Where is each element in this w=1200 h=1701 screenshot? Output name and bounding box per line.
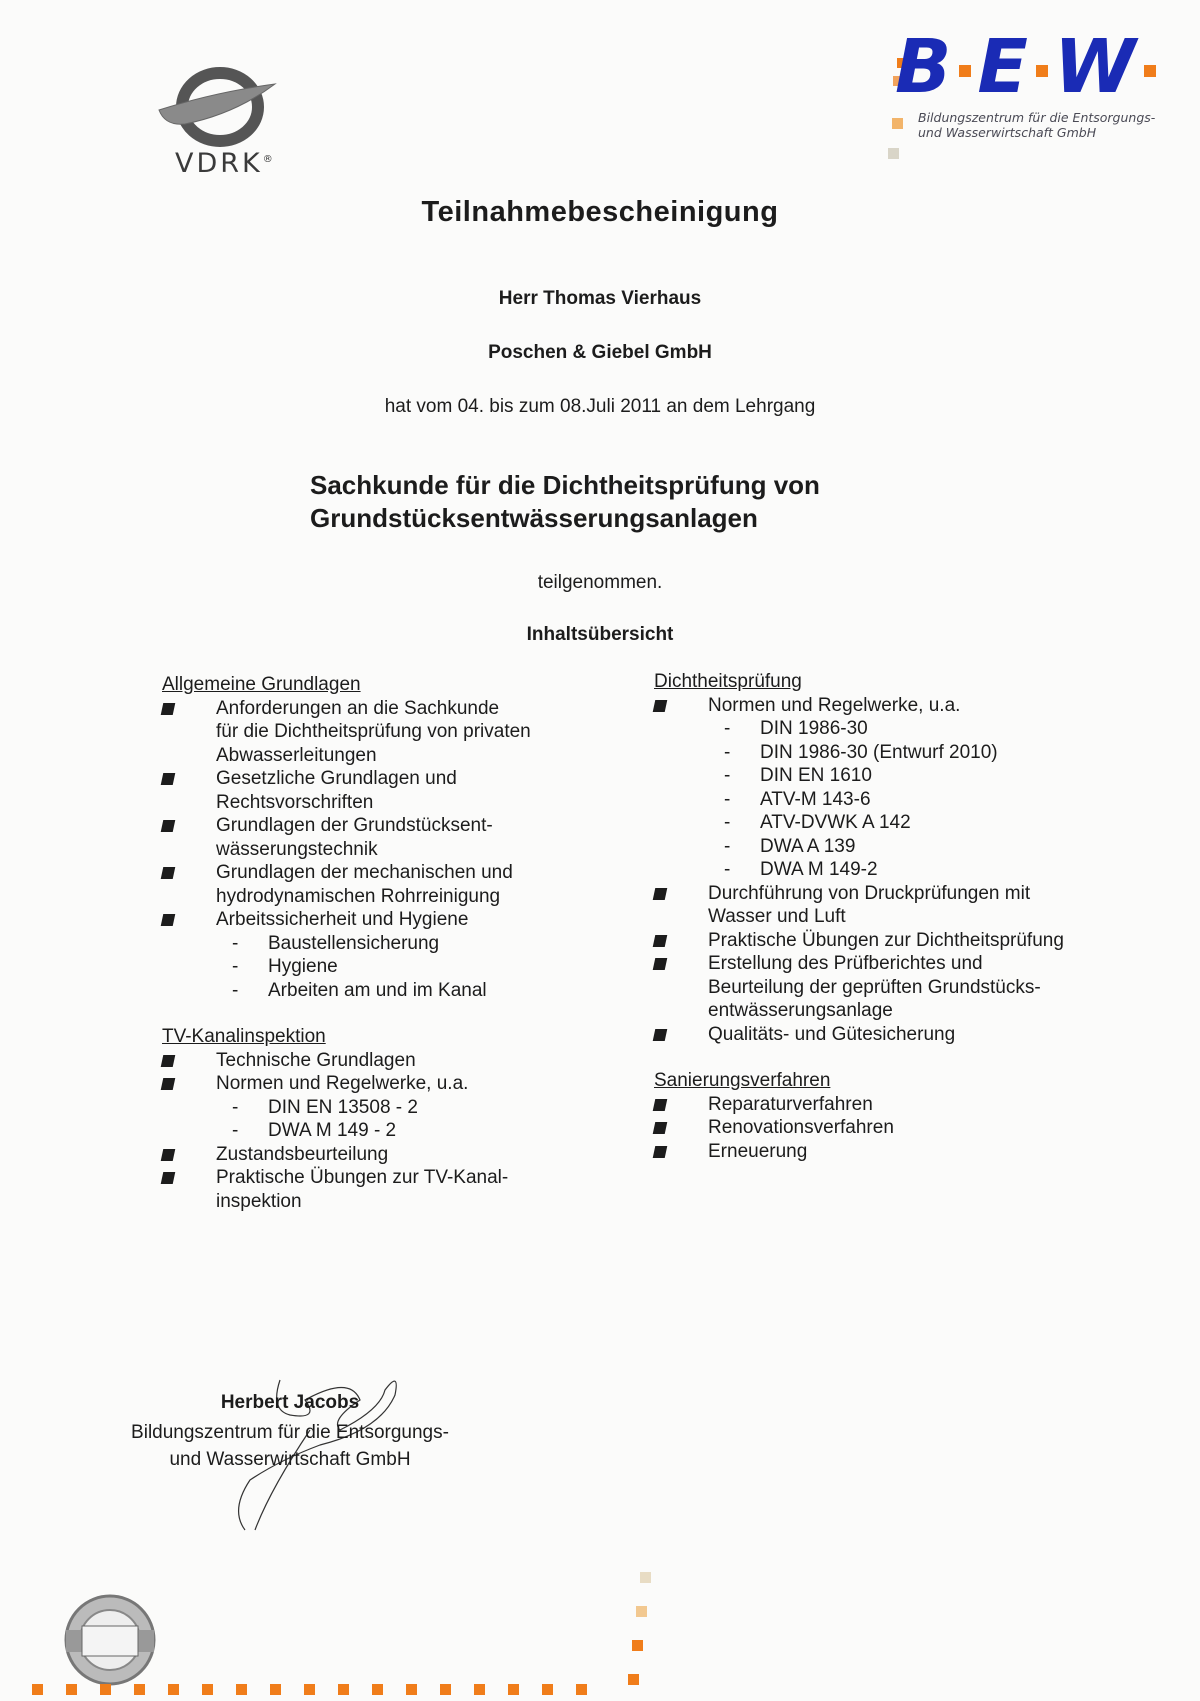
bew-accent-square	[888, 148, 899, 159]
sub-list-item: - Baustellensicherung	[232, 932, 440, 954]
list-item: Arbeitssicherheit und Hygiene	[162, 908, 612, 932]
contents-right-column	[654, 670, 1114, 1163]
section-heading: Sanierungsverfahren	[654, 1070, 831, 1091]
bew-subtitle: Bildungszentrum für die Entsorgungs- und Wasserwirtschaft GmbH	[918, 110, 1156, 140]
took-part-text: teilgenommen.	[537, 572, 663, 593]
list-item: Normen und Regelwerke, u.a.	[654, 694, 1114, 718]
bew-letter: B	[895, 24, 954, 110]
course-title: Sachkunde für die Dichtheitsprüfung von Grundstücksentwässerungsanlagen	[310, 470, 820, 533]
bullet-icon	[653, 700, 668, 712]
bullet-icon	[653, 1029, 668, 1041]
sub-list-item: - DWA M 149 - 2	[232, 1120, 397, 1141]
list-item: Qualitäts- und Gütesicherung	[654, 1023, 1114, 1047]
bullet-icon	[653, 1122, 668, 1134]
dqs-certification-seal-icon	[60, 1590, 160, 1690]
sub-list-item: - Hygiene	[232, 956, 338, 977]
participant-company: Poschen & Giebel GmbH	[488, 342, 712, 363]
bullet-icon	[161, 820, 176, 832]
sub-list-item: - DIN 1986-30	[724, 718, 868, 739]
signer-organization: Bildungszentrum für die Entsorgungs- und Wasserwirtschaft GmbH	[131, 1422, 449, 1470]
list-item: Zustandsbeurteilung	[162, 1143, 612, 1167]
bullet-icon	[161, 703, 176, 715]
bew-letter: W	[1053, 24, 1138, 110]
list-item: Erstellung des Prüfberichtes und Beurteilung der geprüften Grundstücks- entwässerungsanlage	[654, 952, 1114, 1023]
bew-letter: E	[977, 24, 1030, 110]
bullet-icon	[161, 867, 176, 879]
sub-list-item: - ATV-M 143-6	[724, 788, 871, 810]
bullet-icon	[161, 773, 176, 785]
participant-name: Herr Thomas Vierhaus	[498, 288, 702, 309]
sub-list-item: - DIN EN 1610	[724, 765, 872, 786]
list-item: Durchführung von Druckprüfungen mit Wasser und Luft	[654, 882, 1114, 929]
bullet-icon	[653, 935, 668, 947]
list-item: Renovationsverfahren	[654, 1116, 1114, 1140]
vdrk-logo-text: VDRK®	[175, 148, 276, 179]
section-heading: Dichtheitsprüfung	[654, 671, 802, 692]
bullet-icon	[161, 1172, 176, 1184]
contents-heading: Inhaltsübersicht	[526, 624, 674, 645]
document-title: Teilnahmebescheinigung	[421, 196, 779, 228]
bullet-icon	[653, 958, 668, 970]
bullet-icon	[653, 1146, 668, 1158]
list-item: Grundlagen der mechanischen und hydrodynamischen Rohrreinigung	[162, 861, 612, 908]
bullet-icon	[161, 1078, 176, 1090]
list-item: Praktische Übungen zur TV-Kanal- inspektion	[162, 1166, 612, 1213]
list-item: Grundlagen der Grundstücksent- wässerungstechnik	[162, 814, 612, 861]
course-dates: hat vom 04. bis zum 08.Juli 2011 an dem Lehrgang	[384, 396, 816, 417]
sub-list-item: - DIN 1986-30 (Entwurf 2010)	[724, 741, 998, 763]
list-item: Erneuerung	[654, 1140, 1114, 1164]
sub-list-item: - DWA A 139	[724, 835, 856, 857]
bew-accent-square	[892, 118, 903, 129]
section-heading: TV-Kanalinspektion	[162, 1026, 326, 1047]
list-item: Anforderungen an die Sachkunde für die Dichtheitsprüfung von privaten Abwasserleitungen	[162, 697, 612, 768]
sub-list-item: - DWA M 149-2	[724, 859, 878, 880]
contents-left-column	[162, 673, 612, 1213]
list-item: Normen und Regelwerke, u.a.	[162, 1072, 612, 1096]
bullet-icon	[161, 1149, 176, 1161]
bew-logo	[895, 24, 1162, 110]
signer-name: Herbert Jacobs	[220, 1392, 360, 1413]
section-heading: Allgemeine Grundlagen	[162, 674, 361, 695]
sub-list-item: - Arbeiten am und im Kanal	[232, 979, 487, 1001]
sub-list-item: - ATV-DVWK A 142	[724, 812, 911, 833]
bullet-icon	[161, 1055, 176, 1067]
bullet-icon	[161, 914, 176, 926]
sub-list-item: - DIN EN 13508 - 2	[232, 1096, 418, 1118]
list-item: Reparaturverfahren	[654, 1093, 1114, 1117]
list-item: Praktische Übungen zur Dichtheitsprüfung	[654, 929, 1114, 953]
list-item: Technische Grundlagen	[162, 1049, 612, 1073]
list-item: Gesetzliche Grundlagen und Rechtsvorschriften	[162, 767, 612, 814]
bullet-icon	[653, 888, 668, 900]
bullet-icon	[653, 1099, 668, 1111]
